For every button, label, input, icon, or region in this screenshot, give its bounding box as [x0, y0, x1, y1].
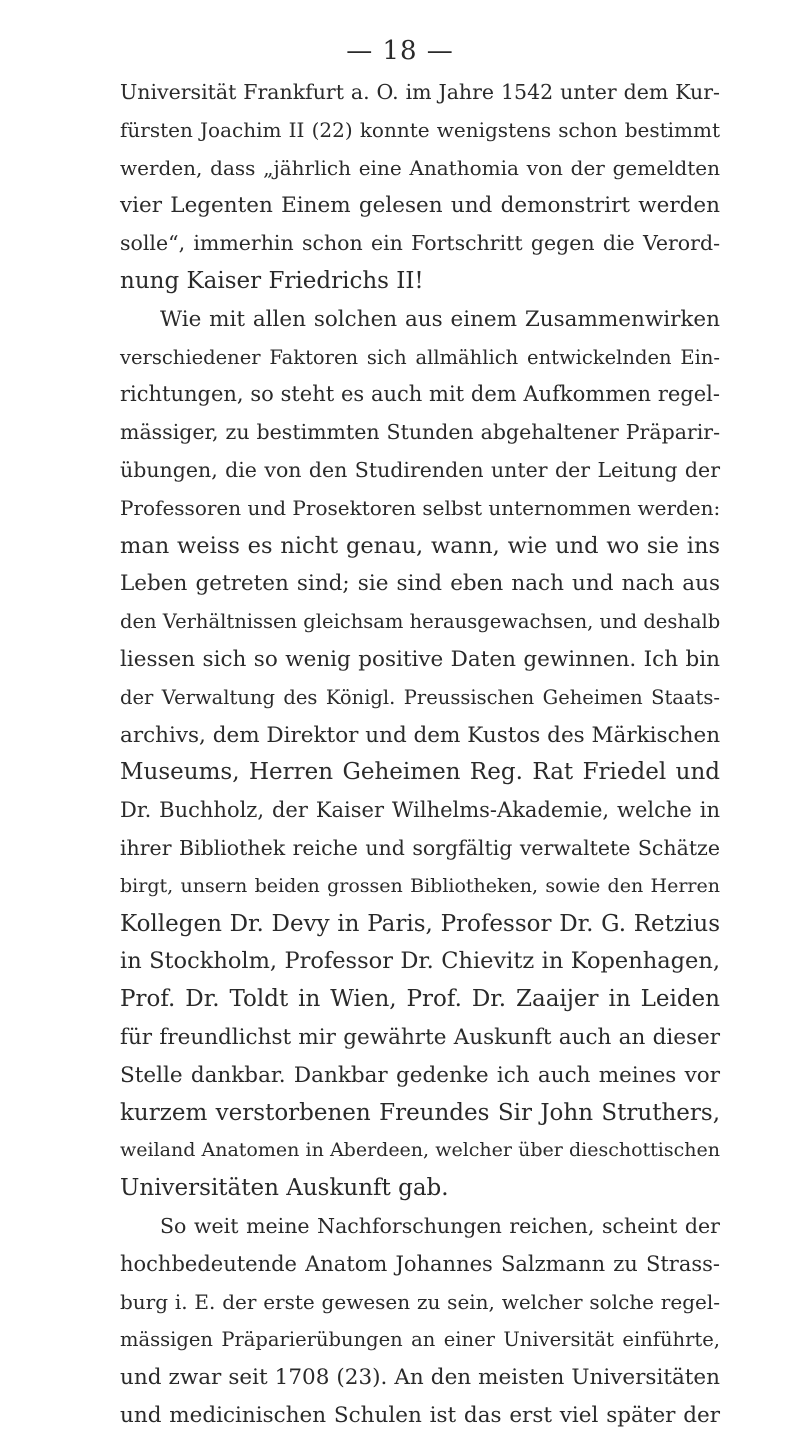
text-line: burg i. E. der erste gewesen zu sein, welcher solche regel-: [120, 1289, 720, 1314]
text-line: Universitäten Auskunft gab.: [120, 1175, 449, 1202]
text-line: der Verwaltung des Königl. Preussischen Geheimen Staats-: [120, 685, 720, 709]
text-line: So weit meine Nachforschungen reichen, scheint der: [160, 1213, 720, 1238]
text-line: archivs, dem Direktor und dem Kustos des Märkischen: [120, 722, 721, 748]
text-line: in Stockholm, Professor Dr. Chievitz in Kopenhagen,: [120, 948, 720, 975]
text-line: werden, dass „jährlich eine Anathomia von der gemeldten: [120, 155, 720, 180]
body-text: [120, 74, 720, 1435]
text-line: mässigen Präparierübungen an einer Universität einführte,: [120, 1328, 720, 1352]
text-line: solle“, immerhin schon ein Fortschritt gegen die Verord-: [120, 231, 720, 256]
text-line: verschiedener Faktoren sich allmählich entwickelnden Ein-: [120, 345, 720, 369]
text-line: Prof. Dr. Toldt in Wien, Prof. Dr. Zaaijer in Leiden: [120, 986, 720, 1013]
text-line: übungen, die von den Studirenden unter der Leitung der: [120, 457, 720, 482]
text-line: fürsten Joachim II (22) konnte wenigstens schon bestimmt: [120, 117, 720, 142]
text-line: Wie mit allen solchen aus einem Zusammenwirken: [160, 306, 720, 332]
text-line: vier Legenten Einem gelesen und demonstrirt werden: [120, 193, 720, 219]
text-line: Leben getreten sind; sie sind eben nach und nach aus: [120, 571, 720, 597]
text-line: Universität Frankfurt a. O. im Jahre 1542 unter dem Kur-: [120, 80, 720, 104]
text-line: Professoren und Prosektoren selbst unternommen werden:: [120, 495, 721, 520]
text-line: hochbedeutende Anatom Johannes Salzmann zu Strass-: [120, 1251, 720, 1276]
text-line: richtungen, so steht es auch mit dem Aufkommen regel-: [120, 382, 720, 407]
text-line: Kollegen Dr. Devy in Paris, Professor Dr. G. Retzius: [120, 910, 720, 937]
text-line: mässiger, zu bestimmten Stunden abgehaltener Präparir-: [120, 420, 720, 445]
text-line: Museums, Herren Geheimen Reg. Rat Friedel und: [120, 759, 720, 786]
text-line: weiland Anatomen in Aberdeen, welcher über dieschottischen: [120, 1139, 720, 1162]
text-line: nung Kaiser Friedrichs II!: [120, 267, 424, 294]
text-line: und medicinischen Schulen ist das erst viel später der: [120, 1402, 720, 1428]
text-line: birgt, unsern beiden grossen Bibliotheken, sowie den Herren: [120, 874, 720, 897]
text-line: für freundlichst mir gewährte Auskunft auch an dieser: [120, 1024, 720, 1050]
text-line: ihrer Bibliothek reiche und sorgfältig verwaltete Schätze: [120, 835, 720, 860]
text-line: den Verhältnissen gleichsam herausgewachsen, und deshalb: [120, 610, 721, 634]
text-line: Dr. Buchholz, der Kaiser Wilhelms-Akademie, welche in: [120, 798, 720, 823]
page-number: — 18 —: [346, 36, 454, 66]
text-line: liessen sich so wenig positive Daten gewinnen. Ich bin: [120, 646, 720, 672]
text-line: kurzem verstorbenen Freundes Sir John Struthers,: [120, 1099, 720, 1126]
text-line: Stelle dankbar. Dankbar gedenke ich auch meines vor: [120, 1062, 720, 1088]
text-line: und zwar seit 1708 (23). An den meisten Universitäten: [120, 1365, 720, 1391]
text-line: man weiss es nicht genau, wann, wie und wo sie ins: [120, 532, 720, 559]
